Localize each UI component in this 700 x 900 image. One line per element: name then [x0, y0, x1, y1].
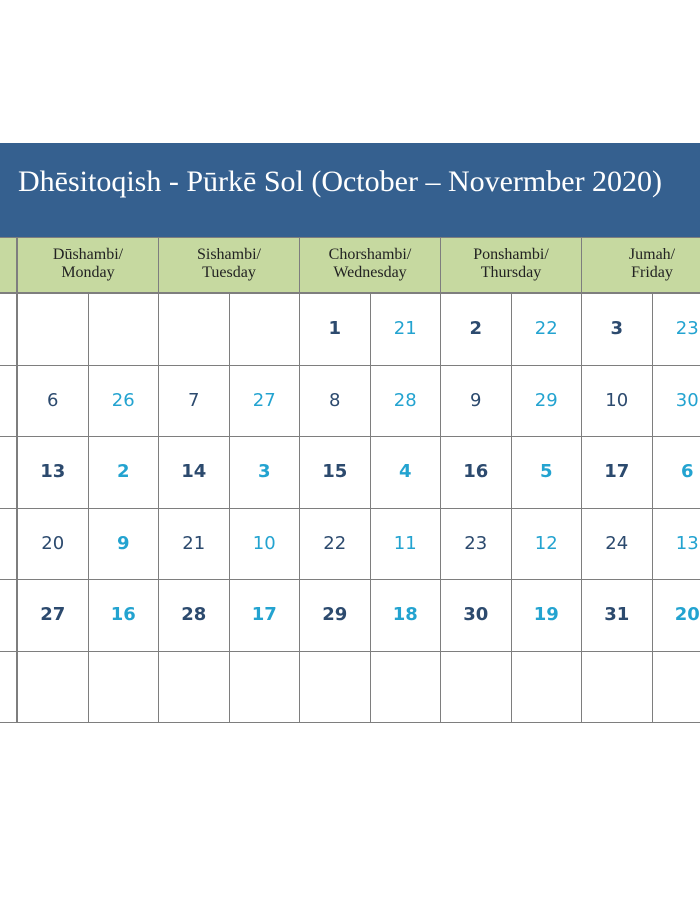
gregorian-date: 2 — [440, 293, 512, 366]
persian-date — [370, 651, 442, 724]
persian-date: 16 — [88, 579, 160, 652]
calendar-title-bar — [0, 143, 700, 237]
gregorian-date: 9 — [440, 365, 512, 438]
gregorian-date: 14 — [158, 436, 230, 509]
gregorian-date: 7 — [158, 365, 230, 438]
persian-date — [88, 651, 160, 724]
day-header — [581, 237, 700, 293]
gregorian-date — [440, 651, 512, 724]
gregorian-date: 23 — [440, 508, 512, 581]
persian-date: 6 — [652, 436, 700, 509]
gregorian-date: 27 — [17, 579, 89, 652]
day-name-local: Jumah/ — [628, 246, 676, 263]
gregorian-date: 20 — [17, 508, 89, 581]
day-name-english: Thursday — [480, 264, 542, 281]
persian-date: 21 — [370, 293, 442, 366]
persian-date: 13 — [652, 508, 700, 581]
day-name-local: Ponshambi/ — [473, 246, 549, 263]
date-cell-partial — [0, 651, 17, 724]
date-cell-partial — [0, 365, 17, 438]
day-header — [299, 237, 441, 293]
persian-date: 12 — [511, 508, 583, 581]
day-name-local: Dūshambi/ — [52, 246, 124, 263]
gregorian-date: 29 — [299, 579, 371, 652]
day-header — [17, 237, 159, 293]
day-name-english: Friday — [631, 264, 673, 281]
day-name-english: Monday — [61, 264, 115, 281]
persian-date: 4 — [370, 436, 442, 509]
date-cell-partial — [0, 508, 17, 581]
persian-date: 19 — [511, 579, 583, 652]
gregorian-date — [581, 651, 653, 724]
gregorian-date — [17, 651, 89, 724]
persian-date: 22 — [511, 293, 583, 366]
date-cell-partial — [0, 436, 17, 509]
gregorian-date: 3 — [581, 293, 653, 366]
persian-date: 23 — [652, 293, 700, 366]
persian-date — [229, 293, 301, 366]
persian-date: 26 — [88, 365, 160, 438]
gregorian-date: 24 — [581, 508, 653, 581]
gregorian-date: 21 — [158, 508, 230, 581]
date-cell-partial — [0, 579, 17, 652]
gregorian-date: 28 — [158, 579, 230, 652]
gregorian-date: 15 — [299, 436, 371, 509]
persian-date: 29 — [511, 365, 583, 438]
gregorian-date: 22 — [299, 508, 371, 581]
persian-date: 17 — [229, 579, 301, 652]
calendar-title: Dhēsitoqish - Pūrkē Sol (October – Novermber 2020) — [18, 165, 663, 198]
persian-date: 2 — [88, 436, 160, 509]
gregorian-date: 10 — [581, 365, 653, 438]
persian-date: 30 — [652, 365, 700, 438]
day-name-local: Chorshambi/ — [328, 246, 412, 263]
gregorian-date: 16 — [440, 436, 512, 509]
gregorian-date: 31 — [581, 579, 653, 652]
day-name-english: Tuesday — [202, 264, 256, 281]
persian-date: 9 — [88, 508, 160, 581]
day-header — [440, 237, 582, 293]
persian-date — [229, 651, 301, 724]
gregorian-date — [158, 293, 230, 366]
persian-date: 11 — [370, 508, 442, 581]
day-name-local: Sishambi/ — [196, 246, 261, 263]
persian-date — [511, 651, 583, 724]
day-header-partial — [0, 237, 17, 293]
gregorian-date: 17 — [581, 436, 653, 509]
persian-date — [88, 293, 160, 366]
day-header — [158, 237, 300, 293]
persian-date: 10 — [229, 508, 301, 581]
gregorian-date — [17, 293, 89, 366]
persian-date: 27 — [229, 365, 301, 438]
date-cell-partial — [0, 293, 17, 366]
gregorian-date: 6 — [17, 365, 89, 438]
gregorian-date: 1 — [299, 293, 371, 366]
gregorian-date: 13 — [17, 436, 89, 509]
persian-date: 3 — [229, 436, 301, 509]
gregorian-date — [299, 651, 371, 724]
gregorian-date: 30 — [440, 579, 512, 652]
persian-date: 18 — [370, 579, 442, 652]
day-name-english: Wednesday — [333, 264, 407, 281]
persian-date: 5 — [511, 436, 583, 509]
persian-date: 20 — [652, 579, 700, 652]
gregorian-date — [158, 651, 230, 724]
persian-date — [652, 651, 700, 724]
persian-date: 28 — [370, 365, 442, 438]
gregorian-date: 8 — [299, 365, 371, 438]
